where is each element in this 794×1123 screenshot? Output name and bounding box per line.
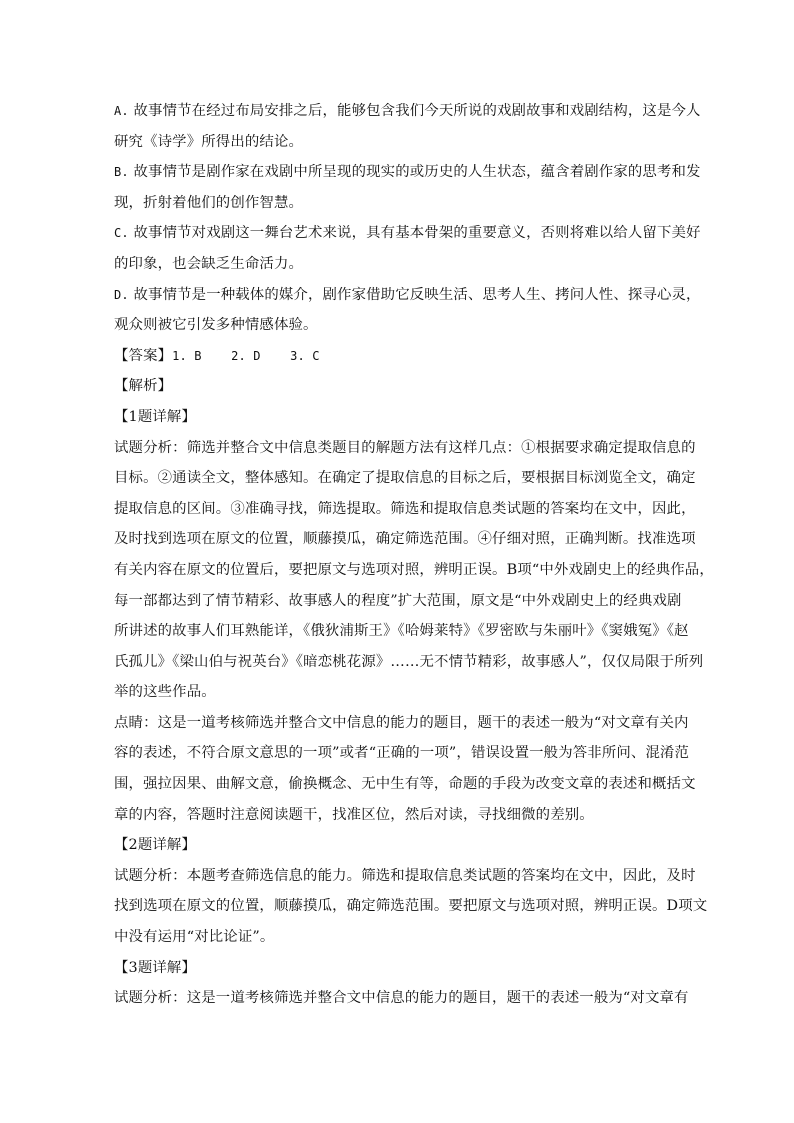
option-c-line-1: C. 故事情节对戏剧这一舞台艺术来说，具有基本骨架的重要意义，否则将难以给人留下美好 — [114, 225, 701, 242]
option-d — [114, 280, 701, 341]
analysis-heading: 【解析】 — [114, 378, 173, 395]
answer-line — [114, 341, 686, 372]
q1-tip-line: 围，强拉因果、曲解文意，偷换概念、无中生有等，命题的手段为改变文章的表述和概括文 — [114, 776, 696, 793]
q1-line: 氏孤儿》《梁山伯与祝英台》《暗恋桃花源》……无不情节精彩，故事感人”，仅仅局限于所列 — [114, 653, 704, 670]
q1-tip-line: 章的内容，答题时注意阅读题干，找准区位，然后对读，寻找细微的差别。 — [114, 806, 594, 823]
q2-line: 找到选项在原文的位置，顺藤摸瓜，确定筛选范围。要把原文与选项对照，辨明正误。D项文 — [114, 898, 708, 915]
q1-line: 举的这些作品。 — [114, 684, 216, 701]
option-b-line-2: 现，折射着他们的创作智慧。 — [114, 194, 304, 211]
option-c-letter: C. — [114, 226, 129, 241]
answer-values: 1. B 2. D 3. C — [172, 348, 320, 363]
q1-line: 及时找到选项在原文的位置，顺藤摸瓜，确定筛选范围。④仔细对照，正确判断。找准选项 — [114, 531, 696, 548]
option-a-line-2: 研究《诗学》所得出的结论。 — [114, 133, 304, 150]
q3-heading: 【3题详解】 — [114, 959, 197, 976]
q3-line: 试题分析：这是一道考核筛选并整合文中信息的能力的题目，题干的表述一般为“对文章有 — [114, 990, 689, 1007]
option-b-letter: B. — [114, 165, 129, 180]
q1-tip-line: 点睛：这是一道考核筛选并整合文中信息的能力的题目，题干的表述一般为“对文章有关内 — [114, 714, 689, 731]
q1-tip-line: 容的表述，不符合原文意思的一项”或者“正确的一项”，错误设置一般为答非所问、混淆范 — [114, 745, 690, 762]
option-d-line-1: D. 故事情节是一种载体的媒介，剧作家借助它反映生活、思考人生、拷问人性、探寻心灵， — [114, 286, 701, 303]
q1-line: 所讲述的故事人们耳熟能详，《俄狄浦斯王》《哈姆莱特》《罗密欧与朱丽叶》《窦娥冤》《赵 — [114, 623, 689, 640]
option-c-line-2: 的印象，也会缺乏生命活力。 — [114, 255, 304, 272]
document-page — [114, 96, 714, 1014]
q1-line: 提取信息的区间。③准确寻找，筛选提取。筛选和提取信息类试题的答案均在文中，因此， — [114, 500, 696, 517]
q3-section — [114, 953, 689, 1014]
option-a-letter: A. — [114, 104, 129, 118]
q2-line: 中没有运用“对比论证”。 — [114, 929, 275, 946]
q2-section — [114, 830, 708, 952]
option-a-line-1: A. 故事情节在经过布局安排之后，能够包含我们今天所说的戏剧故事和戏剧结构，这是今人 — [114, 103, 701, 119]
option-c — [114, 218, 701, 279]
q1-section — [114, 402, 714, 830]
option-b — [114, 157, 701, 218]
q1-heading: 【1题详解】 — [114, 408, 197, 425]
q1-line: 每一部都达到了情节精彩、故事感人的程度”扩大范围，原文是“中外戏剧史上的经典戏剧 — [114, 592, 682, 609]
q1-line: 有关内容在原文的位置后，要把原文与选项对照，辨明正误。B项“中外戏剧史上的经典作品， — [114, 561, 714, 578]
option-d-letter: D. — [114, 287, 129, 302]
q1-line: 目标。②通读全文，整体感知。在确定了提取信息的目标之后，要根据目标浏览全文，确定 — [114, 470, 696, 487]
option-a — [114, 96, 701, 157]
option-d-line-2: 观众则被它引发多种情感体验。 — [114, 317, 318, 334]
q2-line: 试题分析：本题考查筛选信息的能力。筛选和提取信息类试题的答案均在文中，因此，及时 — [114, 867, 696, 884]
answer-label: 【答案】 — [114, 347, 173, 364]
option-b-line-1: B. 故事情节是剧作家在戏剧中所呈现的现实的或历史的人生状态，蕴含着剧作家的思考和发 — [114, 164, 701, 181]
q1-line: 试题分析：筛选并整合文中信息类题目的解题方法有这样几点：①根据要求确定提取信息的 — [114, 439, 696, 456]
q2-heading: 【2题详解】 — [114, 837, 197, 854]
